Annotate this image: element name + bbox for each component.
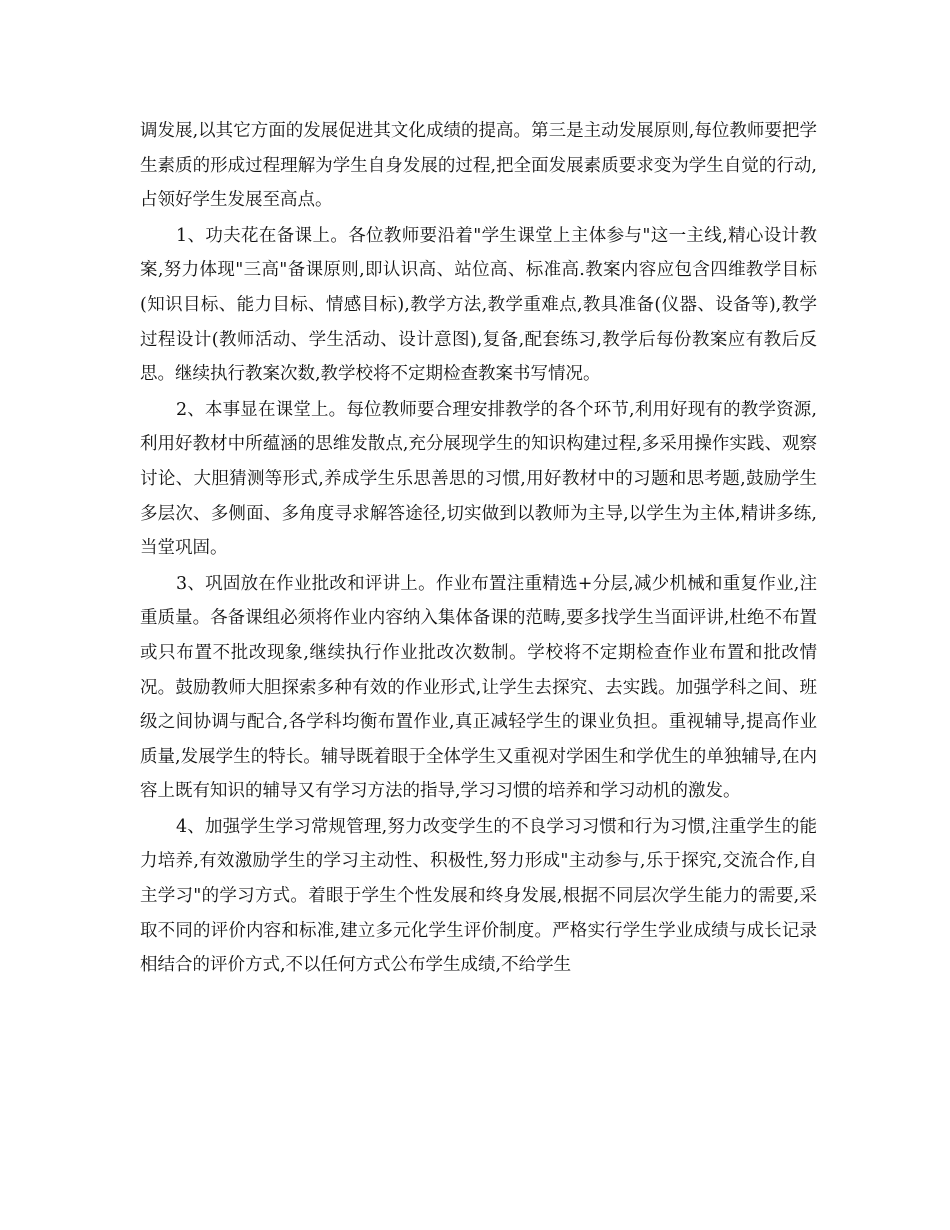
paragraph-principle-continuation: 调发展,以其它方面的发展促进其文化成绩的提高。第三是主动发展原则,每位教师要把学生素质的形成过程理解为学生自身发展的过程,把全面发展素质要求变为学生自觉的行动,占领好学生发展至高点。	[140, 121, 817, 211]
paragraph-study-routine: 4、加强学生学习常规管理,努力改变学生的不良学习习惯和行为习惯,注重学生的能力培养,有效激励学生的学习主动性、积极性,努力形成"主动参与,乐于探究,交流合作,自主学习"的学习方式。着眼于学生个性发展和终身发展,根据不同层次学生能力的需要,采取不同的评价内容和标准,建立多元化学生评价制度。严格实行学生学业成绩与成长记录相结合的评价方式,不以任何方式公布学生成绩,不给学生	[140, 816, 817, 976]
paragraph-homework-grading: 3、巩固放在作业批改和评讲上。作业布置注重精选+分层,减少机械和重复作业,注重质量。各备课组必须将作业内容纳入集体备课的范畴,要多找学生当面评讲,杜绝不布置或只布置不批改现象,继续执行作业批改次数制。学校将不定期检查作业布置和批改情况。鼓励教师大胆探索多种有效的作业形式,让学生去探究、去实践。加强学科之间、班级之间协调与配合,各学科均衡布置作业,真正减轻学生的课业负担。重视辅导,提高作业质量,发展学生的特长。辅导既着眼于全体学生又重视对学困生和学优生的单独辅导,在内容上既有知识的辅导又有学习方法的指导,学习习惯的培养和学习动机的激发。	[140, 573, 817, 802]
paragraph-lesson-preparation: 1、功夫花在备课上。各位教师要沿着"学生课堂上主体参与"这一主线,精心设计教案,努力体现"三高"备课原则,即认识高、站位高、标准高.教案内容应包含四维教学目标(知识目标、能力目标、情感目标),教学方法,教学重难点,教具准备(仪器、设备等),教学过程设计(教师活动、学生活动、设计意图),复备,配套练习,教学后每份教案应有教后反思。继续执行教案次数,教学校将不定期检查教案书写情况。	[140, 225, 817, 385]
paragraph-classroom-teaching: 2、本事显在课堂上。每位教师要合理安排教学的各个环节,利用好现有的教学资源,利用好教材中所蕴涵的思维发散点,充分展现学生的知识构建过程,多采用操作实践、观察讨论、大胆猜测等形式,养成学生乐思善思的习惯,用好教材中的习题和思考题,鼓励学生多层次、多侧面、多角度寻求解答途径,切实做到以教师为主导,以学生为主体,精讲多练,当堂巩固。	[140, 399, 817, 559]
